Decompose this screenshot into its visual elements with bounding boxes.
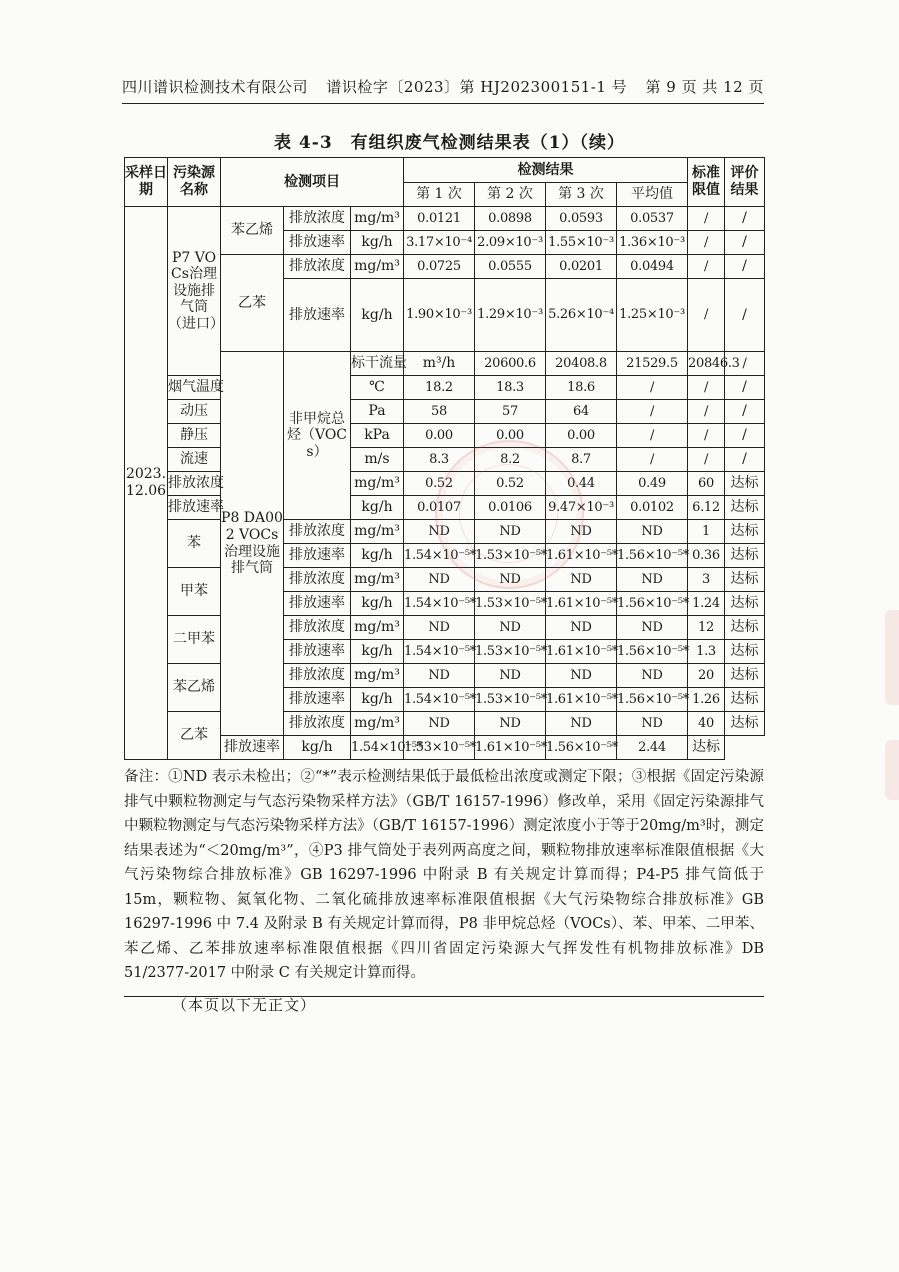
inspection-seal [435,440,584,589]
unit-cell: mg/m³ [351,664,404,688]
pollutant-cell: 二甲苯 [168,616,221,664]
run2-value: ND [475,568,546,592]
pollutant-cell: 非甲烷总烃（VOCs） [284,352,351,520]
evaluation-result: / [725,400,765,424]
pollutant-cell: 苯乙烯 [168,664,221,712]
unit-cell: mg/m³ [351,520,404,544]
evaluation-result: 达标 [725,664,765,688]
evaluation-result: 达标 [725,688,765,712]
unit-cell: kg/h [351,544,404,568]
parameter-cell: 排放浓度 [284,568,351,592]
run2-value: 18.3 [475,376,546,400]
limit-value: 1 [688,520,725,544]
limit-value: / [688,207,725,231]
col-avg: 平均值 [617,183,688,207]
run2-value: 0.00 [475,424,546,448]
col-run3: 第 3 次 [546,183,617,207]
average-value: 1.36×10⁻³ [617,231,688,255]
table-row [125,207,765,231]
unit-cell: kg/h [351,279,404,352]
evaluation-result: 达标 [688,736,725,760]
unit-cell: kg/h [351,231,404,255]
run3-value: 8.7 [546,448,617,472]
average-value: 1.56×10⁻⁵* [617,544,688,568]
run1-value: 1.54×10⁻⁵* [404,640,475,664]
run3-value: 1.55×10⁻³ [546,231,617,255]
unit-cell: kg/h [351,496,404,520]
average-value: 1.56×10⁻⁵* [546,736,617,760]
limit-value: / [688,424,725,448]
run1-value: 0.00 [404,424,475,448]
evaluation-result: 达标 [725,640,765,664]
table-title: 表 4-3 有组织废气检测结果表（1）（续） [274,133,625,153]
average-value: 1.56×10⁻⁵* [617,592,688,616]
run2-value: 2.09×10⁻³ [475,231,546,255]
run1-value: 58 [404,400,475,424]
parameter-cell: 排放浓度 [284,616,351,640]
run1-value: 1.90×10⁻³ [404,279,475,352]
run3-value: 1.61×10⁻⁵* [546,592,617,616]
run3-value: 0.00 [546,424,617,448]
evaluation-result: / [725,448,765,472]
evaluation-result: 达标 [725,496,765,520]
run1-value: 0.0107 [404,496,475,520]
parameter-cell: 排放速率 [284,544,351,568]
run1-value: 0.0725 [404,255,475,279]
run2-value: 57 [475,400,546,424]
limit-value: / [688,279,725,352]
table-row [125,255,765,279]
run2-value: ND [475,712,546,736]
unit-cell: mg/m³ [351,472,404,496]
page-header [122,76,764,104]
col-results: 检测结果 [404,158,688,183]
average-value: ND [617,664,688,688]
col-run1: 第 1 次 [404,183,475,207]
unit-cell: mg/m³ [351,255,404,279]
unit-cell: mg/m³ [351,207,404,231]
parameter-cell: 排放速率 [284,231,351,255]
col-date: 采样日期 [125,158,168,207]
average-value: ND [617,568,688,592]
evaluation-result: 达标 [725,712,765,736]
seam-seal-mark [885,740,899,800]
unit-cell: kg/h [351,592,404,616]
run3-value: 0.0201 [546,255,617,279]
run2-value: 1.53×10⁻⁵* [475,592,546,616]
run3-value: ND [546,568,617,592]
average-value: 0.0102 [617,496,688,520]
average-value: / [617,376,688,400]
unit-cell: mg/m³ [351,712,404,736]
run1-value: ND [404,616,475,640]
run3-value: 1.61×10⁻⁵* [546,688,617,712]
run2-value: ND [475,664,546,688]
run2-value: ND [475,616,546,640]
run3-value: 64 [546,400,617,424]
average-value: 0.0494 [617,255,688,279]
run1-value: 20600.6 [475,352,546,376]
run1-value: 3.17×10⁻⁴ [404,231,475,255]
parameter-cell: 排放速率 [284,640,351,664]
parameter-cell: 烟气温度 [168,376,221,400]
average-value: 0.49 [617,472,688,496]
pollutant-cell: 甲苯 [168,568,221,616]
evaluation-result: / [725,231,765,255]
average-value: / [617,400,688,424]
limit-value: / [688,400,725,424]
parameter-cell: 流速 [168,448,221,472]
run3-value: 0.44 [546,472,617,496]
evaluation-result: / [725,279,765,352]
limit-value: 60 [688,472,725,496]
pollutant-cell: 苯乙烯 [221,207,284,255]
evaluation-result: 达标 [725,520,765,544]
parameter-cell: 排放浓度 [284,255,351,279]
limit-value: / [725,352,765,376]
run1-value: 1.54×10⁻⁵* [351,736,404,760]
average-value: 20846.3 [688,352,725,376]
seam-seal-mark [885,610,899,705]
page-number: 第 9 页 共 12 页 [645,78,764,96]
run2-value: 1.53×10⁻⁵* [475,640,546,664]
run2-value: 1.53×10⁻⁵* [404,736,475,760]
parameter-cell: 排放浓度 [284,664,351,688]
limit-value: 20 [688,664,725,688]
end-of-page-text: （本页以下无正文） [172,996,317,1014]
run1-value: 1.54×10⁻⁵* [404,592,475,616]
average-value: 1.56×10⁻⁵* [617,688,688,712]
average-value: 1.56×10⁻⁵* [617,640,688,664]
run3-value: 1.61×10⁻⁵* [546,544,617,568]
limit-value: / [688,231,725,255]
run1-value: ND [404,520,475,544]
run2-value: 0.0106 [475,496,546,520]
run2-value: 0.0898 [475,207,546,231]
header-row [125,158,765,183]
table-row [125,736,765,760]
average-value: ND [617,712,688,736]
run3-value: ND [546,712,617,736]
report-number: 谱识检字〔2023〕第 HJ202300151-1 号 [326,78,628,96]
unit-cell: kg/h [351,688,404,712]
limit-value: 1.3 [688,640,725,664]
parameter-cell: 排放浓度 [284,207,351,231]
average-value: / [617,448,688,472]
run1-value: 0.0121 [404,207,475,231]
parameter-cell: 排放浓度 [284,520,351,544]
limit-value: 1.26 [688,688,725,712]
unit-cell: m³/h [404,352,475,376]
run3-value: 1.61×10⁻⁵* [546,640,617,664]
run3-value: 9.47×10⁻³ [546,496,617,520]
run2-value: 1.53×10⁻⁵* [475,544,546,568]
sampling-date-cell: 2023.12.06 [125,207,168,760]
average-value: ND [617,616,688,640]
parameter-cell: 排放浓度 [284,712,351,736]
parameter-cell: 动压 [168,400,221,424]
run1-value: ND [404,712,475,736]
run3-value: ND [546,616,617,640]
pollutant-cell: 苯 [168,520,221,568]
col-source: 污染源名称 [168,158,221,207]
run3-value: 1.61×10⁻⁵* [475,736,546,760]
unit-cell: kg/h [351,640,404,664]
run2-value: ND [475,520,546,544]
evaluation-result: / [725,255,765,279]
run2-value: 8.2 [475,448,546,472]
run2-value: 20408.8 [546,352,617,376]
run2-value: 1.53×10⁻⁵* [475,688,546,712]
run1-value: ND [404,664,475,688]
unit-cell: Pa [351,400,404,424]
unit-cell: mg/m³ [351,568,404,592]
evaluation-result: 达标 [725,472,765,496]
parameter-cell: 排放速率 [221,736,284,760]
parameter-cell: 排放速率 [284,592,351,616]
run1-value: 0.52 [404,472,475,496]
pollutant-cell: 乙苯 [168,712,221,760]
limit-value: 2.44 [617,736,688,760]
limit-value: 3 [688,568,725,592]
parameter-cell: 标干流量 [351,352,404,376]
run3-value: 18.6 [546,376,617,400]
run1-value: 18.2 [404,376,475,400]
parameter-cell: 排放速率 [284,279,351,352]
evaluation-result: 达标 [725,568,765,592]
parameter-cell: 排放速率 [168,496,221,520]
limit-value: 12 [688,616,725,640]
pollutant-cell: 乙苯 [221,255,284,352]
run2-value: 0.0555 [475,255,546,279]
col-run2: 第 2 次 [475,183,546,207]
run3-value: 21529.5 [617,352,688,376]
unit-cell: ℃ [351,376,404,400]
run3-value: ND [546,520,617,544]
unit-cell: mg/m³ [351,616,404,640]
parameter-cell: 排放速率 [284,688,351,712]
run3-value: 5.26×10⁻⁴ [546,279,617,352]
run2-value: 0.52 [475,472,546,496]
table-notes: 备注：①ND 表示未检出；②“*”表示检测结果低于最低检出浓度或测定下限；③根据《固定污染源排气中颗粒物测定与气态污染物采样方法》（GB/T 16157-1996）修改单，采用《固定污染源排气中颗粒物测定与气态污染物采样方法》（GB/T 16157-1996）测定浓度小于等于20mg/m³时，测定结果表述为“＜20mg/m³”，④P3 排气筒处于表列两高度之间，颗粒物排放速率标准限值根据《大气污染物综合排放标准》GB 16297-1996 中附录 B 有关规定计算而得；P4-P5 排气筒低于 15m，颗粒物、氮氧化物、二氧化硫排放速率标准限值根据《大气污染物综合排放标准》GB 16297-1996 中 7.4 及附录 B 有关规定计算而得，P8 非甲烷总烃（VOCs）、苯、甲苯、二甲苯、苯乙烯、乙苯排放速率标准限值根据《四川省固定污染源大气挥发性有机物排放标准》DB 51/2377-2017 中附录 C 有关规定计算而得。 [124,765,764,997]
average-value: 1.25×10⁻³ [617,279,688,352]
run1-value: 1.54×10⁻⁵* [404,688,475,712]
results-table [124,157,765,760]
run3-value: ND [546,664,617,688]
limit-value: 1.24 [688,592,725,616]
limit-value: / [688,448,725,472]
limit-value: / [688,376,725,400]
run3-value: 0.0593 [546,207,617,231]
run2-value: 1.29×10⁻³ [475,279,546,352]
unit-cell: kg/h [284,736,351,760]
col-limit: 标准限值 [688,158,725,207]
evaluation-result: 达标 [725,544,765,568]
source-name-cell: P8 DA002 VOCs治理设施排气筒 [221,352,284,736]
limit-value: 6.12 [688,496,725,520]
limit-value: 40 [688,712,725,736]
evaluation-result: 达标 [725,592,765,616]
run1-value: ND [404,568,475,592]
evaluation-result: 达标 [725,616,765,640]
average-value: ND [617,520,688,544]
evaluation-result: / [725,424,765,448]
limit-value: / [688,255,725,279]
table-row [125,352,765,376]
parameter-cell: 静压 [168,424,221,448]
unit-cell: m/s [351,448,404,472]
limit-value: 0.36 [688,544,725,568]
company-name: 四川谱识检测技术有限公司 [122,78,309,96]
average-value: / [617,424,688,448]
parameter-cell: 排放浓度 [168,472,221,496]
evaluation-result: / [725,207,765,231]
run1-value: 1.54×10⁻⁵* [404,544,475,568]
col-item: 检测项目 [221,158,404,207]
evaluation-result: / [725,376,765,400]
unit-cell: kPa [351,424,404,448]
run1-value: 8.3 [404,448,475,472]
average-value: 0.0537 [617,207,688,231]
col-eval: 评价结果 [725,158,765,207]
source-name-cell: P7 VOCs治理设施排气筒（进口） [168,207,221,376]
